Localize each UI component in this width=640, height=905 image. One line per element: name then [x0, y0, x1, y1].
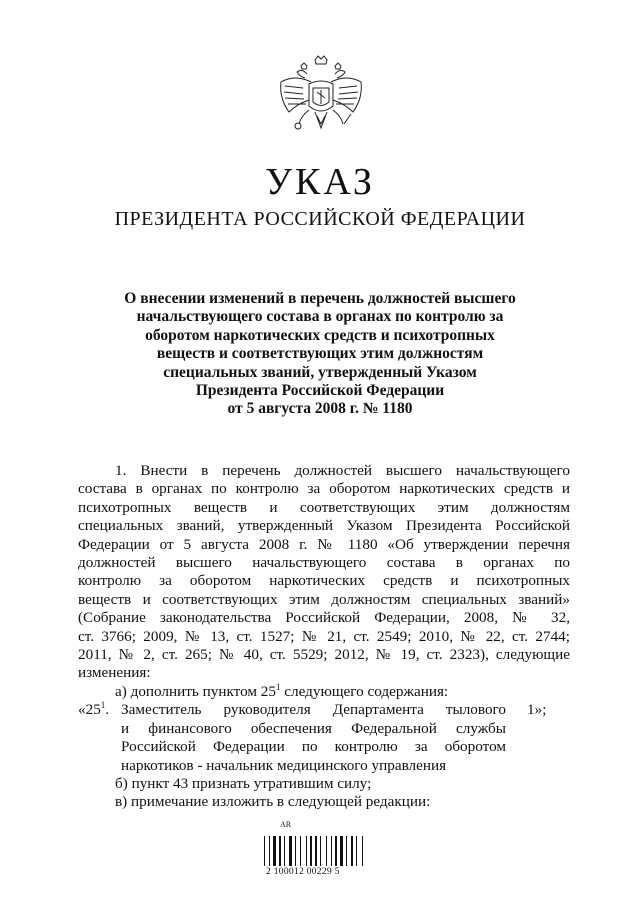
paragraph-line: специальных званий, утвержденный Указом Президента Российской — [78, 517, 570, 535]
paragraph-line: контролю за оборотом наркотических средств и психотропных — [78, 572, 570, 590]
paragraph-line: изменения: — [78, 664, 151, 682]
item-c: в) примечание изложить в следующей редакции: — [115, 793, 431, 811]
heading-line: веществ и соответствующих этим должностям — [156, 345, 484, 363]
quoted-item-text: Заместитель руководителя Департамента тылового и финансового обеспечения Федеральной службы Российской Федерации по контролю за оборотом наркотиков - начальник медицинского управления — [121, 701, 506, 774]
item-a: а) дополнить пунктом $25^1$ следующего содержания: — [115, 681, 449, 700]
heading-line: оборотом наркотических средств и психотропных — [145, 326, 495, 344]
paragraph-line: должностей высшего начальствующего состава в органах по — [78, 554, 570, 572]
heading-line: О внесении изменений в перечень должностей высшего — [124, 290, 516, 307]
paragraph-line: ст. 3766; 2009, № 13, ст. 1527; № 21, ст. 2549; 2010, № 22, ст. 2744; — [78, 627, 570, 645]
heading-line: специальных званий, утвержденный Указом — [163, 363, 477, 381]
document-subtitle: ПРЕЗИДЕНТА РОССИЙСКОЙ ФЕДЕРАЦИИ — [114, 208, 526, 230]
paragraph-line: (Собрание законодательства Российской Федерации, 2008, № 32, — [78, 609, 570, 627]
heading-line: от 5 августа 2008 г. № 1180 — [227, 400, 413, 418]
heading-line: начальствующего состава в органах по контролю за — [136, 308, 504, 326]
document-title: УКАЗ — [265, 161, 375, 203]
quoted-item — [78, 701, 570, 775]
heading-line: Президента Российской Федерации — [195, 382, 445, 400]
paragraph-line: веществ и соответствующих этим должностям специальных званий» — [78, 590, 570, 608]
item-b: б) пункт 43 признать утратившим силу; — [115, 774, 372, 792]
barcode-number: 2 100012 00229 5 — [266, 867, 340, 877]
paragraph-line: 2011, № 2, ст. 265; № 40, ст. 5529; 2012, № 19, ст. 2323), следующие — [78, 646, 570, 664]
paragraph-line: психотропных веществ и соответствующих этим должностям — [78, 498, 570, 516]
quoted-item-value: 1»; — [527, 701, 547, 719]
document-body — [78, 462, 570, 812]
paragraph-line: состава в органах по контролю за оборотом наркотических средств и — [78, 480, 570, 498]
coat-of-arms-emblem — [271, 54, 371, 148]
quoted-item-number: «$25^1$. — [78, 700, 110, 719]
barcode-mark: AR — [280, 820, 292, 829]
paragraph-line: 1. Внести в перечень должностей высшего начальствующего — [115, 462, 570, 479]
paragraph-line: Федерации от 5 августа 2008 г. № 1180 «Об утверждении перечня — [78, 535, 570, 553]
document-heading — [80, 290, 560, 419]
